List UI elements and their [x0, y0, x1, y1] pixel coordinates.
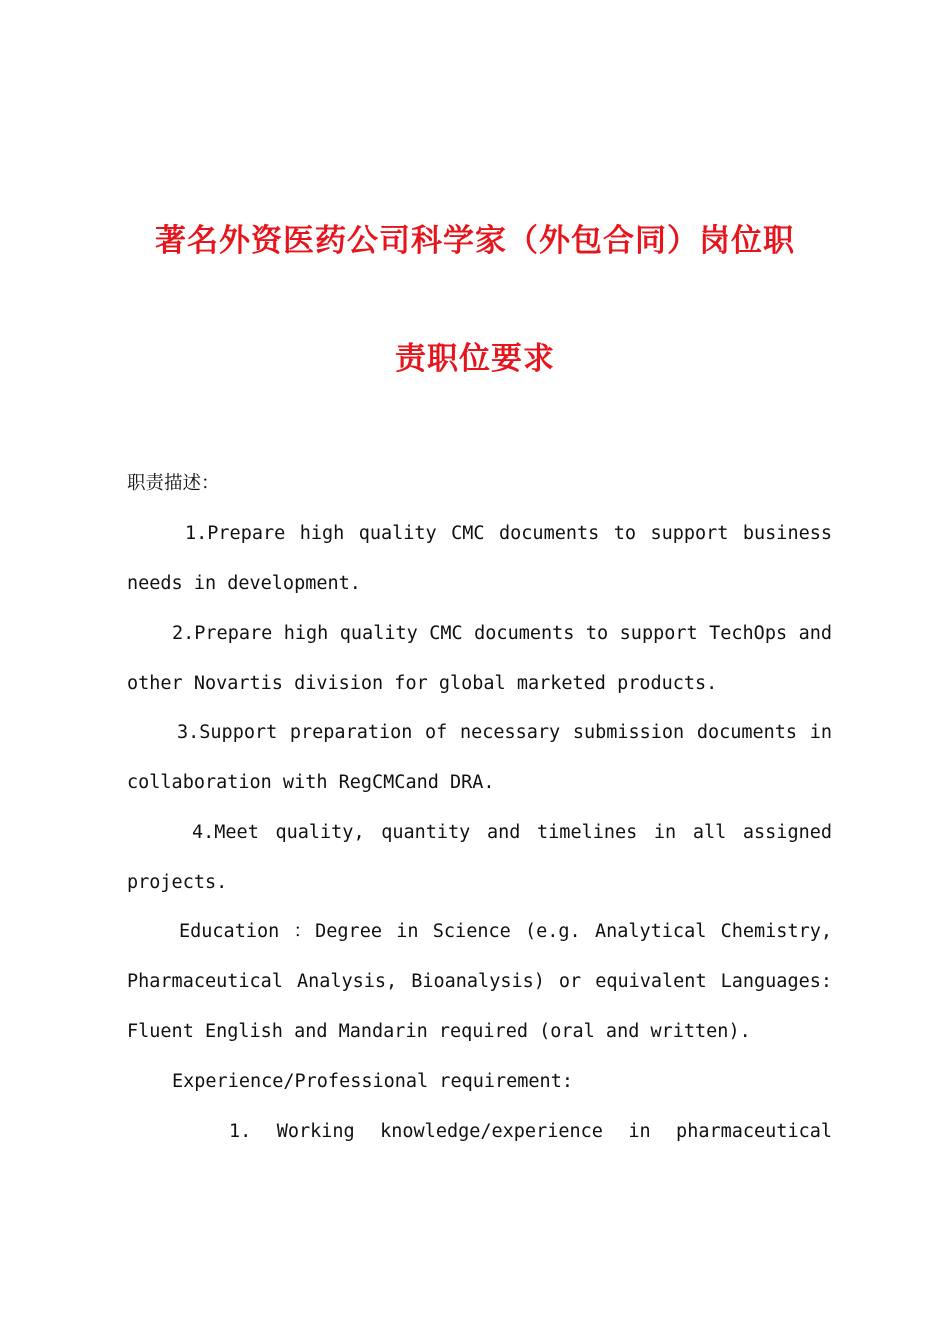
document-title-line-2: 责职位要求 — [395, 341, 555, 377]
experience-item-1-line-1: 1. Working knowledge/experience in pharmaceutical — [229, 1121, 832, 1142]
responsibility-item-1-line-1: 1.Prepare high quality CMC documents to support business — [185, 523, 832, 544]
section-label: 职责描述： — [127, 473, 220, 494]
responsibility-item-4-line-1: 4.Meet quality, quantity and timelines in all assigned — [192, 822, 832, 843]
responsibility-item-1-line-2: needs in development. — [127, 573, 361, 594]
responsibility-item-2-line-2: other Novartis division for global marketed products. — [127, 673, 718, 694]
responsibility-item-4-line-2: projects. — [127, 872, 228, 893]
education-line-3: Fluent English and Mandarin required (oral and written). — [127, 1021, 751, 1042]
experience-heading: Experience/Professional requirement: — [172, 1071, 573, 1092]
education-line-1: Education ：Degree in Science (e.g. Analytical Chemistry, — [179, 921, 832, 942]
responsibility-item-3-line-1: 3.Support preparation of necessary submission documents in — [177, 722, 832, 743]
responsibility-item-3-line-2: collaboration with RegCMCand DRA. — [127, 772, 495, 793]
responsibility-item-2-line-1: 2.Prepare high quality CMC documents to support TechOps and — [172, 623, 832, 644]
education-line-2: Pharmaceutical Analysis, Bioanalysis) or equivalent Languages: — [127, 971, 832, 992]
document-title-line-1: 著名外资医药公司科学家（外包合同）岗位职 — [155, 223, 795, 259]
